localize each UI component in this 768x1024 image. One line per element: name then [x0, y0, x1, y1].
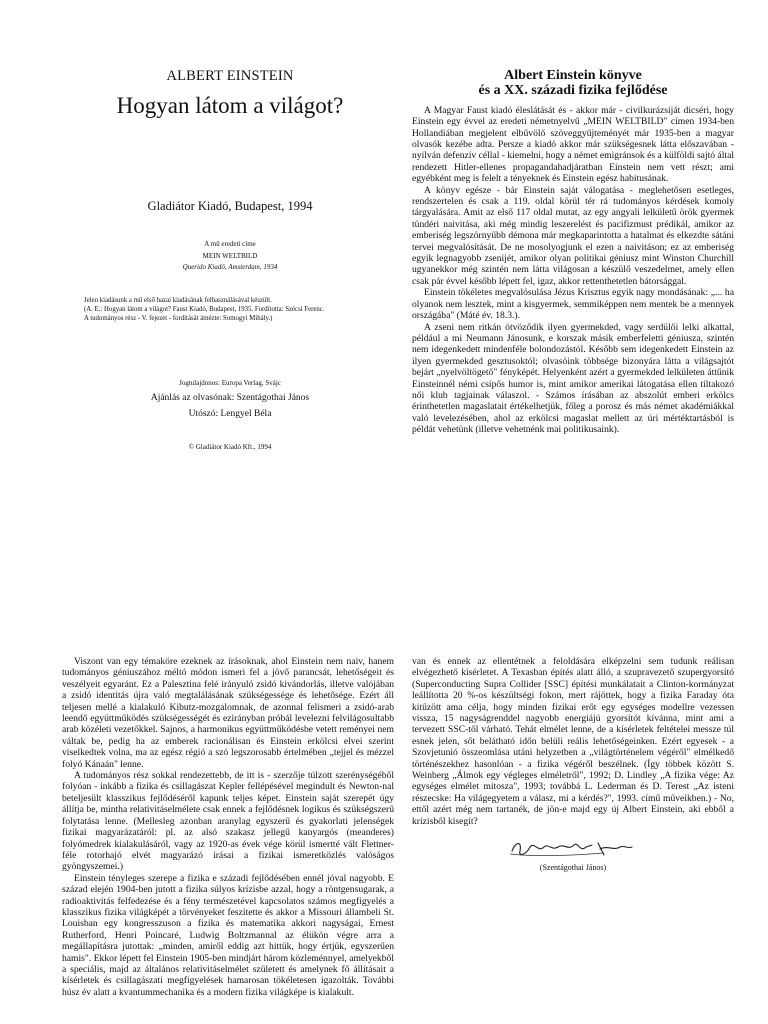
essay-title: [412, 68, 734, 99]
paragraph: Einstein tökéletes megvalósulása Jézus Krisztus egyik nagy mondásának: „... ha olyanok nem lesztek, mint a kisgyermek, semmiképpen nem mentek be a mennyek országába" (Máté év. 18.3.).: [412, 287, 734, 322]
paragraph: Einstein tényleges szerepe a fizika e századi fejlődésében ennél jóval nagyobb. E század elején 1904-ben jutott a fizika súlyos krízisbe azzal, hogy a röntgensugarak, a radioaktivitás felfedezése és a fény természetével kapcsolatos számos megfigyelés a klasszikus fizika világképét a törvényeket feszítette és akkor a Missouri állambeli St. Louisban egy kongresszuson a fizika és matematika akkori nagyságai, Ernest Rutherford, Henri Poincaré, Ludwig Boltzmannal az élükön végre arra a megállapításra jutottak: „minden, amiről eddig azt hittük, hogy értjük, egyszerűen hamis". Ekkor lépett fel Einstein 1905-ben mindjárt három közleménnyel, amelyekből a speciális, majd az általános relativitáselmélet született és amelynek fő állításait a kísérletek és csillagászati megfigyelések hamarosan tökéletesen igazolták. További húsz év alatt a kvantummechanika és a modern fizika világképe is kialakult.: [62, 872, 394, 998]
title-page: [60, 62, 400, 472]
book-title: Hogyan látom a világot?: [116, 93, 344, 118]
original-title-label: A mű eredeti címe: [204, 240, 256, 248]
paragraph: A zseni nem ritkán ötvöződik ilyen gyermekded, vagy serdülői lelki alkattal, például a mi Neumann Jánosunk, e korszak másik emberfeletti géniusza, szintén nem idegenkedett mindenféle bolondozástól. Később sem idegenkedett Einstein az ilyen gyermekded gesztusoktól; olvasóink többsége bizonyára látta a világsajtót bejárt „nyelvöltögető" fényképét. Helyenként azért a gyermekded lelkületen áttűnik Einsteinnél némi csípős humor is, mint amikor amerikai látogatása ellen tiltakozó női klub tagjainak válaszol. - Számos írásában az abszolút emberi erkölcs érinthetetlen magaslatait értékelhetjük, főleg a porosz és más német akadémiákkal való levelezésében, ahol az erkölcsi magaslat mellett az úri mértéktartásból is példát vehetünk (illetve vehetnénk mai politikusaink).: [412, 321, 734, 436]
publisher-line: Gladiátor Kiadó, Budapest, 1994: [147, 199, 313, 213]
author-name: ALBERT EINSTEIN: [166, 68, 294, 84]
paragraph: A könyv egésze - bár Einstein saját válogatása - meglehetősen esetleges, rendszertelen és csak a 119. oldal körül tér rá tudományos kérdések komoly tárgyalására. Amit az első 117 oldal mutat, az egy angyali lelkületű örök gyermek tündéri naivitása, aki még mindig leszerelést és pacifizmust prédikál, amikor az emberiség legszörnyűbb démona már megkaparintotta a hatalmat és elkezdte sátáni tervei megvalósítását. De ne mosolyogjunk el ezen a naivitáson; ez az emberiség egyik legnagyobb zsenijét, amikor olyan politikai géniusz mint Winston Churchill ugyanekkor még szintén nem látta világosan a készülő veszedelmet, amely ellen csak pár évvel később lépett fel, igaz, akkor rettenthetetlen bátorsággal.: [412, 184, 734, 287]
edition-credits: [84, 297, 400, 323]
essay-page: [412, 62, 734, 522]
signer-name: (Szentágothai János): [539, 863, 607, 873]
essay-title-line: és a XX. századi fizika fejlődése: [478, 83, 668, 99]
copyright-line: © Gladiátor Kiadó Kft., 1994: [188, 443, 272, 452]
original-title: MEIN WELTBILD: [202, 252, 258, 260]
rights-holder: Jogtulajdonos: Europa Verlag, Svájc: [179, 379, 281, 388]
continuation-body-right: [412, 656, 734, 827]
continuation-right-page: [412, 656, 734, 956]
afterword-credit: Utószó: Lengyel Béla: [188, 409, 272, 420]
original-publisher: Querido Kiadó, Amsterdam, 1934: [182, 263, 278, 271]
signature-block: [412, 835, 734, 872]
recommendation-credit: Ajánlás az olvasónak: Szentágothai János: [150, 393, 310, 404]
continuation-left-page: [62, 656, 394, 1024]
paragraph: van és ennek az ellentétnek a feloldására elképzelni sem tudunk reálisan elvégezhető kísérletet. A Texasban építés alatt álló, a szupravezető szupergyorsító (Superconducting Supra Collider [SSC] építési munkálatait a Clinton-kormányzat leállította 20 %-os készültségi fokon, mert rájöttek, hogy a fizika Faraday óta kitűzött ama célja, hogy minden fizikai erőt egy egységes modellre vezessen vissza, 15 nagyságrenddel nagyobb energiájú gyorsítót kívánna, mint ami a tervezett SSC-től várható. Tehát elmélet lenne, de a kísérletek feltételei messze túl esnek jelen, sőt belátható időn belüli reális lehetőségeinken. Ezért egyesek - a Szovjetunió összeomlása utáni helyzetben a „világtörténelem végéről" elmélkedő történészekhez hasonlóan - a fizika végéről beszélnek. (Így többek között S. Weinberg „Álmok egy végleges elméletről", 1992; D. Lindley „A fizika vége: Az egységes elmélet mítosza", 1993; továbbá L. Lederman és D. Terest „Az isteni részecske: Ha világegyetem a válasz, mi a kérdés?", 1993. című műveikben.) - No, ettől azért még nem tartanék, de jön-e majd egy új Albert Einstein, aki ebből a krízisből kisegít?: [412, 656, 734, 827]
continuation-body-left: [62, 656, 394, 998]
handwritten-signature: [508, 835, 638, 861]
paragraph: A tudományos rész sokkal rendezettebb, de itt is - szerzője túlzott szerénységéből folyóan - inkább a fizika és csillagászat Kepler fellépésével megindult és Newton-nal beteljesült klasszikus fejlődéséről kapunk teljes képet. Einstein saját szerepét úgy állítja be, mintha relativitáselmélete csak ennek a fejlődésnek logikus és szükségszerű folytatása lenne. (Mellesleg azonban aranylag egyszerű és gyakorlati jelenségek fizikai magyarázatáról: pl. az alsó szakasz jellegű kanyargós (meanderes) folyómedrek kialakulásáról, vagy az 1920-as évek vége körül ismertté vált Flettner-féle rotorhajó elvét magyarázó írásai a fizikai ismeretközlés valóságos gyöngyszemei.): [62, 770, 394, 873]
paragraph: Viszont van egy témaköre ezeknek az írásoknak, ahol Einstein nem naiv, hanem tudományos géniuszához méltó módon ismeri fel a jövő parancsát, lehetőségeit és veszélyeit egyaránt. Ez a Palesztina felé irányuló zsidó kivándorlás, illetve valójában a zsidó identitás újra való megtalálásának szükségessége és lehetősége. Ezért áll teljesen mellé a kialakuló Kibutz-mozgalomnak, de azonnal felismeri a zsidó-arab leendő együttműködés szükségességét és ezirányban próbál levelezni felvilágosultabb arab közéleti vezetőkkel. Sajnos, a harmonikus együttműködésbe vetett reményei nem váltak be, pedig ha az emberek racionálisan és Einstein erkölcsi elvei szerint viselkedtek volna, ma az egész régió a szó legszorosabb értelmében „tejjel és mézzel folyó Kánaán" lenne.: [62, 656, 394, 770]
credit-line: A tudományos rész - V. fejezet - fordítását átnézte: Somogyi Mihály.): [84, 314, 273, 322]
essay-title-line: Albert Einstein könyve: [504, 68, 642, 83]
credit-line: (A. E.: Hogyan látom a világot? Faust Kiadó, Budapest, 1935. Fordította: Szécsi Ferenc.: [84, 305, 325, 313]
essay-body: [412, 105, 734, 436]
credit-line: Jelen kiadásunk a mű első hazai kiadásának felhasználásával készült.: [84, 297, 272, 304]
paragraph: A Magyar Faust kiadó éleslátását és - akkor már - civilkurázsiját dicséri, hogy Einstein egy évvel az eredeti németnyelvű „MEIN WELTBILD" címen 1934-ben Hollandiában megjelent elbűvölő szöveggyűjteményét már 1935-ben a magyar olvasók kezébe adta. Persze a kiadó akkor már szükségesnek látta előszavában - nyilván defenzív céllal - kiemelni, hogy a német emigránsok és a külföldi sajtó által rendezett Hitler-ellenes propagandahadjáratban Einstein nem vett részt; ami egyébként meg is felelt a tényeknek és Einstein egész habitusának.: [412, 104, 734, 185]
